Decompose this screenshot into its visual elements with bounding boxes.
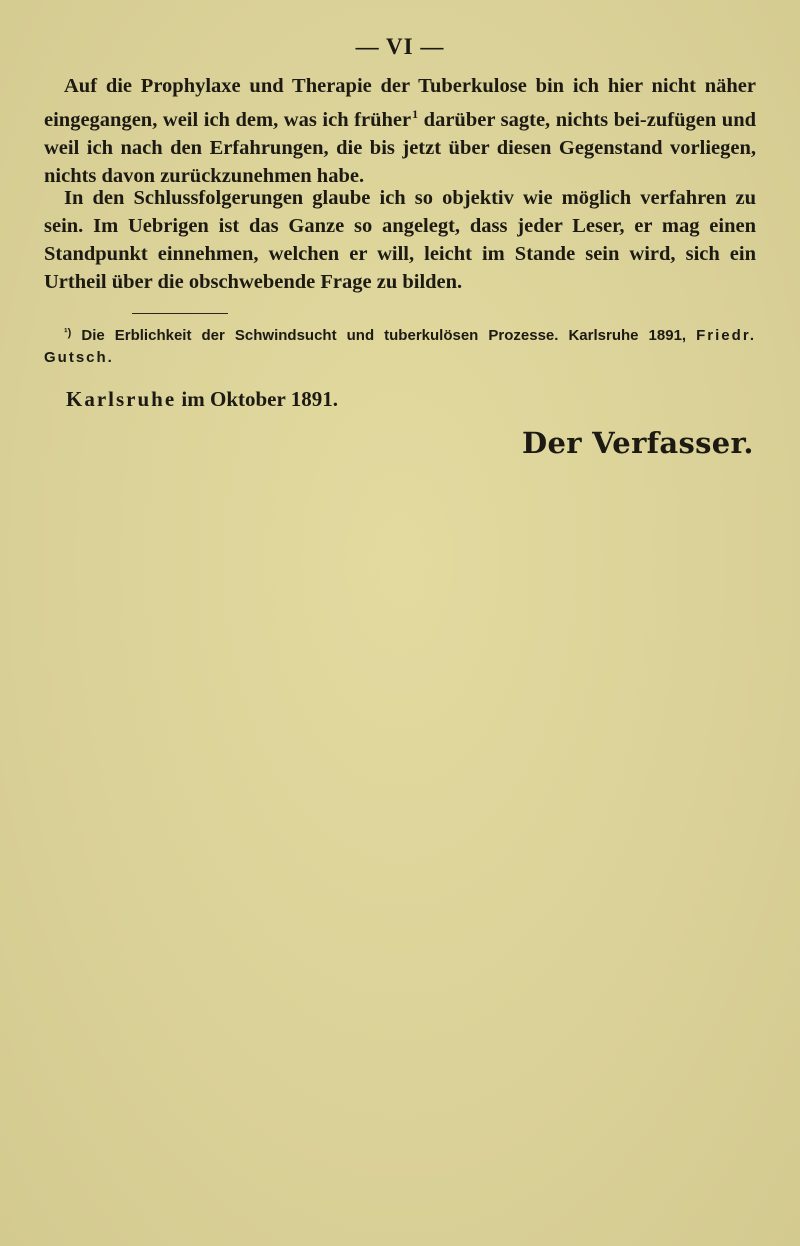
page-number: — VI — bbox=[355, 34, 445, 59]
footnote-publisher: Friedr. Gutsch. bbox=[44, 327, 756, 366]
place-date bbox=[66, 387, 338, 412]
paragraph-1 bbox=[44, 72, 756, 190]
footnote-reference: 1 bbox=[412, 107, 419, 121]
date-text: im Oktober 1891. bbox=[176, 387, 338, 411]
place-name: Karlsruhe bbox=[66, 387, 177, 411]
footnote bbox=[44, 322, 756, 369]
author-signature: Der Verfasser. bbox=[522, 426, 754, 460]
footnote-mark: ¹) bbox=[64, 327, 72, 339]
footnote-text: Die Erblichkeit der Schwindsucht und tuberkulösen Prozesse. Karlsruhe 1891, bbox=[71, 327, 697, 344]
paragraph-2-text: In den Schlussfolgerungen glaube ich so objektiv wie möglich verfahren zu sein. Im Uebrigen ist das Ganze so angelegt, dass jeder Leser, er mag einen Standpunkt einnehmen, welchen er will, leicht im Stande sein wird, sich ein Urtheil über die obschwebende Frage zu bilden. bbox=[44, 187, 756, 293]
paragraph-1-text-a: Auf die Prophylaxe und Therapie der Tuberkulose bin ich hier nicht näher eingegangen, weil ich dem, was ich früher bbox=[44, 75, 756, 131]
footnote-divider bbox=[132, 313, 228, 314]
paragraph-1-text-b: darüber sagte, nichts bei-zufügen und weil ich nach den Erfahrungen, die bis jetzt über diesen Gegenstand vorliegen, nichts davon zurückzunehmen habe. bbox=[44, 109, 756, 187]
paragraph-2 bbox=[44, 184, 756, 296]
